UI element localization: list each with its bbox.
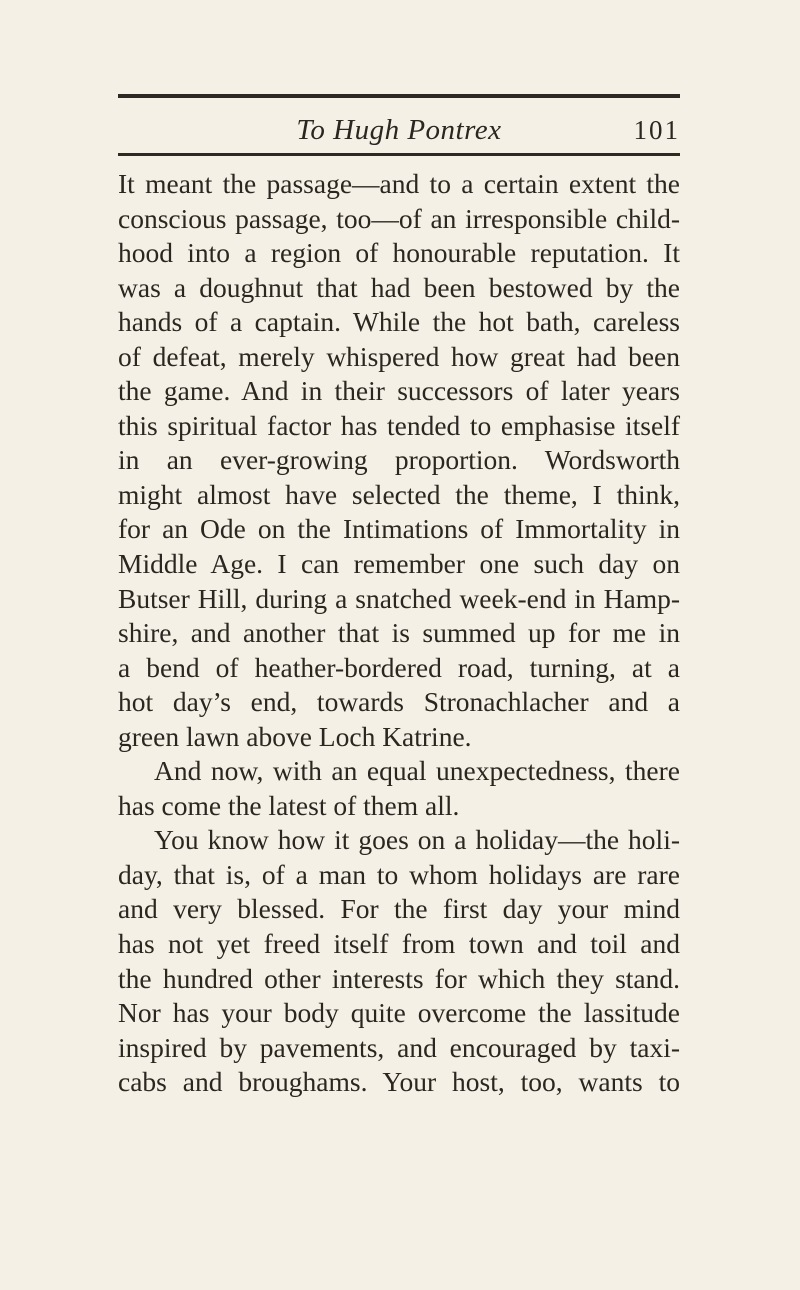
text-line: this spiritual factor has tended to emphasise itself (118, 409, 680, 441)
body-text (118, 167, 680, 1100)
running-title: To Hugh Pontrex (296, 114, 502, 146)
text-line: day, that is, of a man to whom holidays are rare (118, 858, 680, 890)
text-line: You know how it goes on a holiday—the holi- (154, 824, 680, 856)
text-line: And now, with an equal unexpectedness, there (154, 755, 680, 787)
text-line: Nor has your body quite overcome the lassitude (118, 997, 680, 1029)
text-line: has come the latest of them all. (118, 789, 460, 821)
text-line: hot day’s end, towards Stronachlacher and a (118, 686, 680, 718)
page-number: 101 (633, 115, 680, 145)
text-line: was a doughnut that had been bestowed by the (118, 271, 680, 303)
text-line: cabs and broughams. Your host, too, wants to (118, 1066, 680, 1098)
text-line: for an Ode on the Intimations of Immortality in (118, 513, 680, 545)
text-line: a bend of heather-bordered road, turning, at a (118, 651, 680, 683)
text-line: might almost have selected the theme, I think, (118, 478, 680, 510)
header-rule-bottom (118, 153, 680, 156)
text-line: the game. And in their successors of later years (118, 375, 680, 407)
text-line: Butser Hill, during a snatched week-end in Hamp- (118, 582, 680, 614)
text-line: Middle Age. I can remember one such day on (118, 548, 680, 580)
text-line: and very blessed. For the first day your mind (118, 893, 680, 925)
header-rule-top (118, 94, 680, 98)
text-line: has not yet freed itself from town and toil and (118, 928, 680, 960)
text-line: hood into a region of honourable reputation. It (118, 237, 680, 269)
text-line: the hundred other interests for which they stand. (118, 962, 680, 994)
text-line: green lawn above Loch Katrine. (118, 720, 472, 752)
text-line: of defeat, merely whispered how great had been (118, 340, 680, 372)
text-line: inspired by pavements, and encouraged by taxi- (118, 1031, 680, 1063)
text-line: hands of a captain. While the hot bath, careless (118, 306, 680, 338)
text-line: in an ever-growing proportion. Wordsworth (118, 444, 680, 476)
running-head (118, 110, 680, 150)
text-line: shire, and another that is summed up for me in (118, 617, 680, 649)
text-line: It meant the passage—and to a certain extent the (118, 168, 680, 199)
text-line: conscious passage, too—of an irresponsible child- (118, 202, 680, 234)
